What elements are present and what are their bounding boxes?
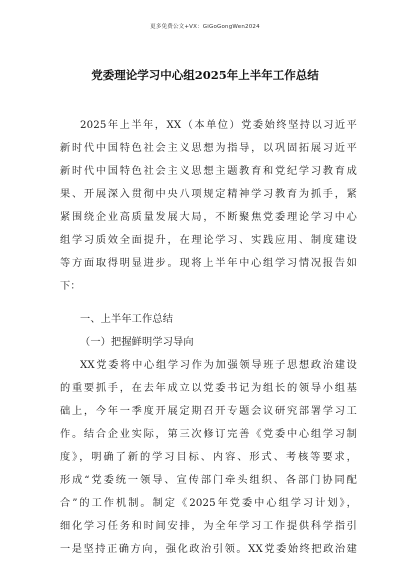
- subsection-heading: （一）把握鲜明学习导向: [80, 337, 194, 348]
- paragraph-line: 一是坚持正确方向，强化政治引领。XX党委始终把政治建: [60, 544, 357, 555]
- paragraph-line: 紧围绕企业高质量发展大局，不断聚焦党委理论学习中心: [60, 212, 357, 223]
- paragraph-line: XX党委将中心组学习作为加强领导班子思想政治建设: [80, 360, 357, 371]
- document-body: [60, 114, 357, 561]
- paragraph-line: 度》，明确了新的学习目标、内容、形式、考核等要求，: [60, 452, 357, 463]
- document-title: 党委理论学习中心组2025年上半年工作总结: [91, 68, 319, 82]
- paragraph-line: 形成“党委统一领导、宣传部门牵头组织、各部门协同配: [60, 475, 357, 486]
- paragraph-line: 新时代中国特色社会主义思想为指导，以巩固拓展习近平: [60, 143, 357, 154]
- paragraph-line: 2025年上半年，XX（本单位）党委始终坚持以习近平: [80, 120, 357, 131]
- paragraph-line: 果、开展深入贯彻中央八项规定精神学习教育为抓手，紧: [60, 189, 357, 200]
- paragraph-line: 组学习质效全面提升，在理论学习、实践应用、制度建设: [60, 235, 357, 246]
- header-note: 更多免费公文+VX：GiGoGongWen2024: [150, 24, 260, 30]
- paragraph-line: 的重要抓手，在去年成立以党委书记为组长的领导小组基: [60, 383, 357, 394]
- section-heading: 一、上半年工作总结: [80, 314, 174, 325]
- paragraph-line: 作。结合企业实际，第三次修订完善《党委中心组学习制: [60, 429, 357, 440]
- paragraph-line: 合”的工作机制。制定《2025年党委中心组学习计划》，: [60, 498, 357, 509]
- paragraph-line: 新时代中国特色社会主义思想主题教育和党纪学习教育成: [60, 166, 357, 177]
- paragraph-line: 细化学习任务和时间安排，为全年学习工作提供科学指引: [60, 521, 357, 532]
- paragraph-line: 础上，今年一季度开展定期召开专题会议研究部署学习工: [60, 406, 357, 417]
- paragraph-line: 下：: [60, 281, 81, 292]
- paragraph-line: 等方面取得明显进步。现将上半年中心组学习情况报告如: [60, 258, 357, 269]
